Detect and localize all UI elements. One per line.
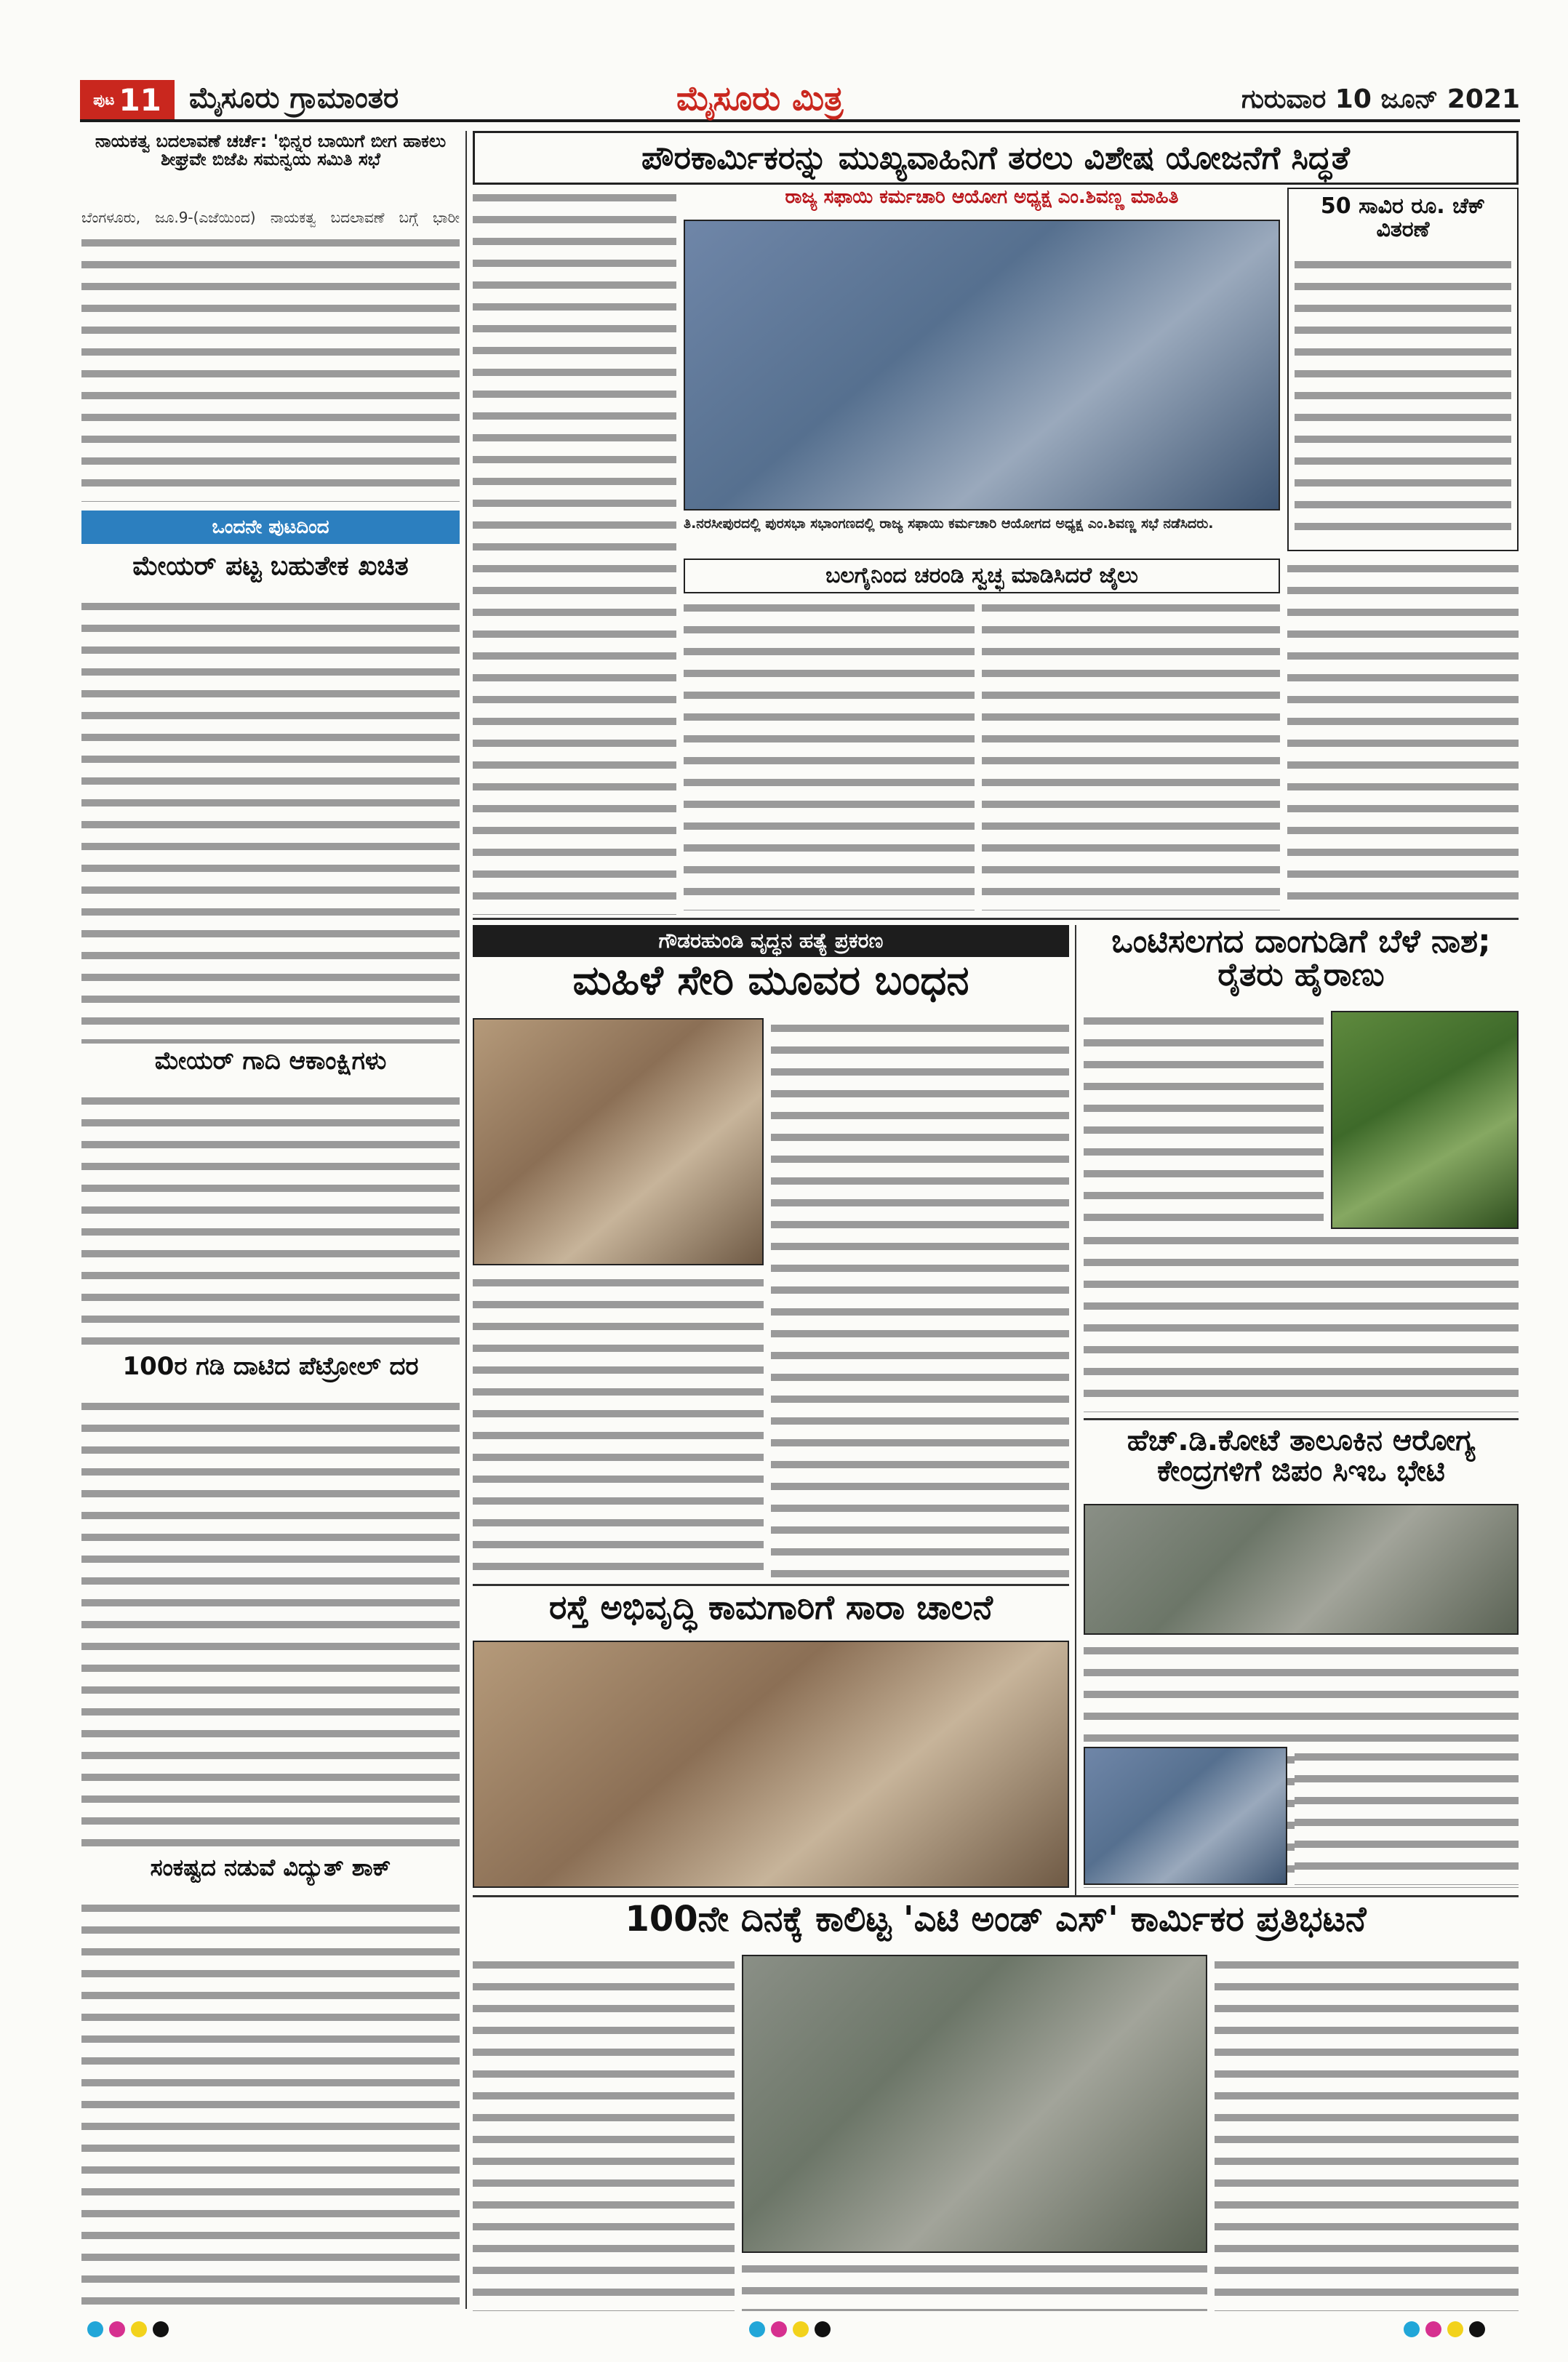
main-headline: ಪೌರಕಾರ್ಮಿಕರನ್ನು ಮುಖ್ಯವಾಹಿನಿಗೆ ತರಲು ವಿಶೇಷ ಯೋಜನೆಗೆ ಸಿದ್ಧತೆ bbox=[473, 131, 1519, 185]
main-body-right1 bbox=[982, 598, 1280, 910]
petrol-headline: 100ರ ಗಡಿ ದಾಟಿದ ಪೆಟ್ರೋಲ್ ದರ bbox=[122, 1352, 419, 1381]
protest-body-right bbox=[1215, 1955, 1519, 2311]
column-rule-left bbox=[465, 131, 467, 2309]
protest-headline: 100ನೇ ದಿನಕ್ಕೆ ಕಾಲಿಟ್ಟ 'ಎಟಿ ಅಂಡ್ ಎಸ್' ಕಾರ್ಮಿಕರ ಪ್ರತಿಭಟನೆ bbox=[625, 1899, 1367, 1939]
elephant-body-left bbox=[1084, 1011, 1324, 1225]
masthead bbox=[80, 79, 1520, 122]
protest-photo bbox=[742, 1955, 1207, 2253]
paper-name: ಮೈಸೂರು ಮಿತ್ರ bbox=[676, 79, 844, 118]
registration-mark bbox=[815, 2321, 831, 2337]
date-line: ಗುರುವಾರ 10 ಜೂನ್ 2021 bbox=[1241, 84, 1520, 114]
jail-headline: ಬಲಗೈನಿಂದ ಚರಂಡಿ ಸ್ವಚ್ಛ ಮಾಡಿಸಿದರೆ ಜೈಲು bbox=[684, 559, 1280, 593]
main-body-left bbox=[473, 188, 676, 915]
elephant-headline: ಒಂಟಿಸಲಗದ ದಾಂಗುಡಿಗೆ ಬೆಳೆ ನಾಶ; ರೈತರು ಹೈರಾಣು bbox=[1111, 923, 1491, 994]
mayor-aspirants-headline: ಮೇಯರ್ ಗಾದಿ ಆಕಾಂಕ್ಷಿಗಳು bbox=[154, 1046, 387, 1076]
registration-mark bbox=[793, 2321, 809, 2337]
road-headline: ರಸ್ತೆ ಅಭಿವೃದ್ಧಿ ಕಾಮಗಾರಿಗೆ ಸಾರಾ ಚಾಲನೆ bbox=[548, 1588, 993, 1627]
registration-mark bbox=[153, 2321, 169, 2337]
column-rule-mid bbox=[1075, 925, 1076, 1896]
rule-above-protest bbox=[473, 1895, 1519, 1897]
murder-photo bbox=[473, 1018, 764, 1265]
main-subhead: ರಾಜ್ಯ ಸಫಾಯಿ ಕರ್ಮಚಾರಿ ಆಯೋಗ ಅಧ್ಯಕ್ಷ ಎಂ.ಶಿವಣ್ಣ ಮಾಹಿತಿ bbox=[785, 186, 1179, 208]
section-name: ಮೈಸೂರು ಗ್ರಾಮಾಂತರ bbox=[189, 81, 399, 115]
protest-body-left bbox=[473, 1955, 735, 2311]
rule-elephant bbox=[1084, 1418, 1519, 1420]
rule-under-main bbox=[473, 918, 1519, 920]
registration-mark bbox=[1469, 2321, 1485, 2337]
mayor-post-headline: ಮೇಯರ್ ಪಟ್ಟ ಬಹುತೇಕ ಖಚಿತ bbox=[132, 551, 409, 581]
main-body-right2 bbox=[1287, 559, 1519, 911]
page-label: ಪುಟ bbox=[93, 91, 115, 108]
elephant-photo bbox=[1331, 1011, 1519, 1229]
registration-mark bbox=[109, 2321, 125, 2337]
cheque-box bbox=[1287, 188, 1519, 551]
registration-mark bbox=[771, 2321, 787, 2337]
murder-body-left bbox=[473, 1273, 764, 1578]
elephant-body-bottom bbox=[1084, 1230, 1519, 1412]
murder-body-right bbox=[771, 1018, 1069, 1578]
power-body bbox=[81, 1898, 460, 2311]
bjp-meeting-lead: ಬೆಂಗಳೂರು, ಜೂ.9-(ಎಜೆಯಿಂದ) ನಾಯಕತ್ವ ಬದಲಾವಣೆ ಬಗ್ಗೆ ಭಾರೀ bbox=[81, 209, 460, 226]
power-headline: ಸಂಕಷ್ಟದ ನಡುವೆ ವಿದ್ಯುತ್ ಶಾಕ್ bbox=[150, 1854, 391, 1881]
bjp-meeting-body bbox=[81, 233, 460, 502]
health-caption-lines bbox=[1295, 1747, 1519, 1885]
page-number: 11 bbox=[119, 81, 161, 118]
rule-above-road bbox=[473, 1584, 1069, 1586]
health-headline: ಹೆಚ್.ಡಿ.ಕೋಟೆ ತಾಲೂಕಿನ ಆರೋಗ್ಯ ಕೇಂದ್ರಗಳಿಗೆ ಜಿಪಂ ಸಿಇಒ ಭೇಟಿ bbox=[1127, 1424, 1476, 1488]
cheque-headline: 50 ಸಾವಿರ ರೂ. ಚೆಕ್ ವಿತರಣೆ bbox=[1320, 193, 1486, 242]
registration-mark bbox=[87, 2321, 103, 2337]
bjp-meeting-headline: ನಾಯಕತ್ವ ಬದಲಾವಣೆ ಚರ್ಚೆ: 'ಭಿನ್ನರ ಬಾಯಿಗೆ ಬೀಗ ಹಾಕಲು ಶೀಘ್ರವೇ ಬಿಜೆಪಿ ಸಮನ್ವಯ ಸಮಿತಿ ಸಭೆ bbox=[95, 131, 447, 170]
murder-kicker: ಗೌಡರಹುಂಡಿ ವೃದ್ಧನ ಹತ್ಯೆ ಪ್ರಕರಣ bbox=[473, 925, 1069, 957]
cheque-body bbox=[1295, 255, 1511, 538]
front-page-continuation-band: ಒಂದನೇ ಪುಟದಿಂದ bbox=[81, 511, 460, 544]
mayor-aspirants-body bbox=[81, 1091, 460, 1349]
main-photo bbox=[684, 220, 1280, 511]
registration-mark bbox=[131, 2321, 147, 2337]
protest-photo-caption bbox=[742, 2259, 1207, 2311]
registration-mark bbox=[1425, 2321, 1441, 2337]
health-photo bbox=[1084, 1504, 1519, 1635]
health-photo-2 bbox=[1084, 1747, 1287, 1885]
main-photo-caption: ತಿ.ನರಸೀಪುರದಲ್ಲಿ ಪುರಸಭಾ ಸಭಾಂಗಣದಲ್ಲಿ ರಾಜ್ಯ ಸಫಾಯಿ ಕರ್ಮಚಾರಿ ಆಯೋಗದ ಅಧ್ಯಕ್ಷ ಎಂ.ಶಿವಣ್ಣ ಸಭೆ ನಡೆಸಿದರು. bbox=[684, 516, 1214, 532]
registration-mark bbox=[749, 2321, 765, 2337]
page-number-badge bbox=[80, 80, 175, 119]
road-photo bbox=[473, 1641, 1069, 1888]
mayor-post-body bbox=[81, 596, 460, 1044]
main-body-mid bbox=[684, 598, 975, 910]
registration-mark bbox=[1447, 2321, 1463, 2337]
murder-headline: ಮಹಿಳೆ ಸೇರಿ ಮೂವರ ಬಂಧನ bbox=[572, 957, 969, 1004]
petrol-body bbox=[81, 1396, 460, 1851]
registration-mark bbox=[1404, 2321, 1420, 2337]
